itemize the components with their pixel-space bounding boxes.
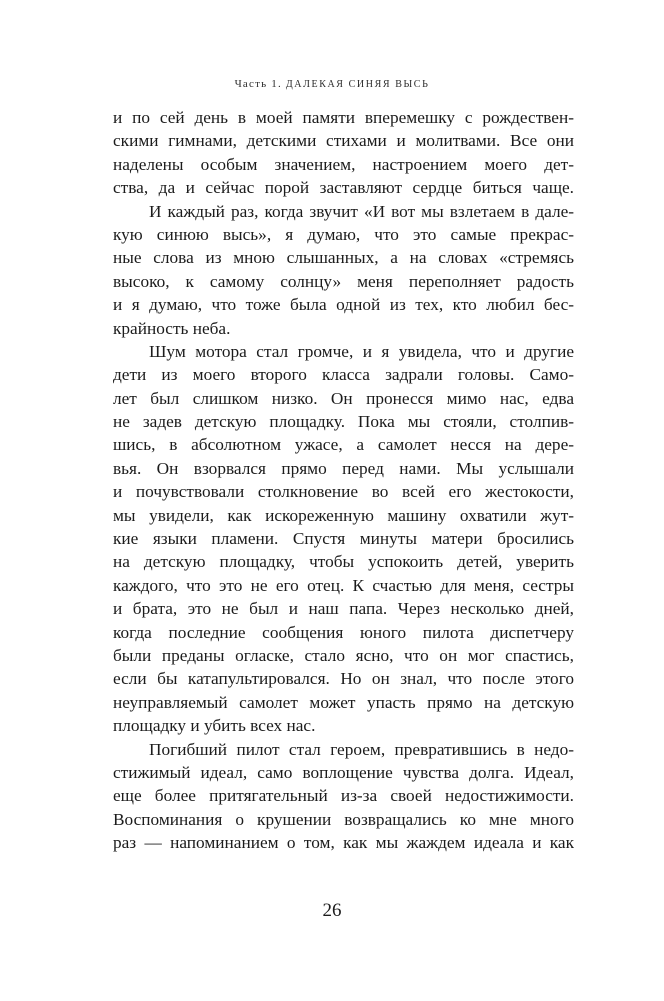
text-line: И каждый раз, когда звучит «И вот мы взлетаем в дале- (149, 201, 574, 221)
text-line: ные слова из мною слышанных, а на словах «стремясь (113, 248, 574, 268)
paragraph (113, 106, 574, 200)
running-head-label: Часть 1. (234, 78, 282, 90)
text-line: если бы катапультировался. Но он знал, что после этого (113, 669, 574, 689)
text-line: еще более притягательный из-за своей недостижимости. (113, 786, 574, 806)
page-number: 26 (322, 900, 342, 921)
text-line: и почувствовали столкновение во всей его жестокости, (113, 482, 574, 502)
text-line: дети из моего второго класса задрали головы. Само- (113, 365, 574, 385)
text-line: и брата, это не был и наш папа. Через несколько дней, (113, 599, 574, 619)
text-line: мы увидели, как искореженную машину охватили жут- (113, 505, 574, 525)
paragraph (113, 340, 574, 738)
text-line: высоко, к самому солнцу» меня переполняет радость (113, 271, 574, 291)
text-line: на детскую площадку, чтобы успокоить детей, уверить (113, 552, 574, 572)
text-line: Шум мотора стал громче, и я увидела, что и другие (149, 341, 574, 361)
text-line: площадку и убить всех нас. (113, 716, 316, 736)
text-line: были преданы огласке, стало ясно, что он мог спастись, (113, 645, 574, 665)
text-line: раз — напоминанием о том, как мы жаждем идеала и как (113, 833, 574, 853)
text-line: не задев детскую площадку. Пока мы стояли, столпив- (113, 412, 574, 432)
paragraph (113, 738, 574, 855)
text-line: вья. Он взорвался прямо перед нами. Мы услышали (113, 458, 574, 478)
text-line: Погибший пилот стал героем, превратившись в недо- (149, 739, 574, 759)
text-line: и по сей день в моей памяти вперемешку с рождествен- (113, 108, 574, 127)
text-line: кие языки пламени. Спустя минуты матери бросились (113, 529, 574, 549)
text-line: каждого, что это не его отец. К счастью для меня, сестры (113, 575, 574, 595)
running-head (0, 78, 664, 90)
text-line: когда последние сообщения юного пилота диспетчеру (113, 622, 574, 642)
text-line: стижимый идеал, само воплощение чувства долга. Идеал, (113, 762, 574, 782)
text-line: крайность неба. (113, 318, 231, 338)
running-head-title: ДАЛЕКАЯ СИНЯЯ ВЫСЬ (285, 79, 430, 90)
text-line: скими гимнами, детскими стихами и молитвами. Все они (113, 131, 574, 151)
body-text (113, 106, 574, 855)
text-line: ства, да и сейчас порой заставляют сердце биться чаще. (113, 178, 574, 198)
paragraph (113, 200, 574, 340)
text-line: наделены особым значением, настроением моего дет- (113, 154, 574, 174)
text-line: неуправляемый самолет может упасть прямо на детскую (113, 692, 574, 712)
text-line: лет был слишком низко. Он пронесся мимо нас, едва (113, 388, 574, 408)
text-line: кую синюю высь», я думаю, что это самые прекрас- (113, 224, 574, 244)
text-line: Воспоминания о крушении возвращались ко мне много (113, 809, 574, 829)
text-line: шись, в абсолютном ужасе, а самолет несся на дере- (113, 435, 574, 455)
text-line: и я думаю, что тоже была одной из тех, кто любил бес- (113, 295, 574, 315)
